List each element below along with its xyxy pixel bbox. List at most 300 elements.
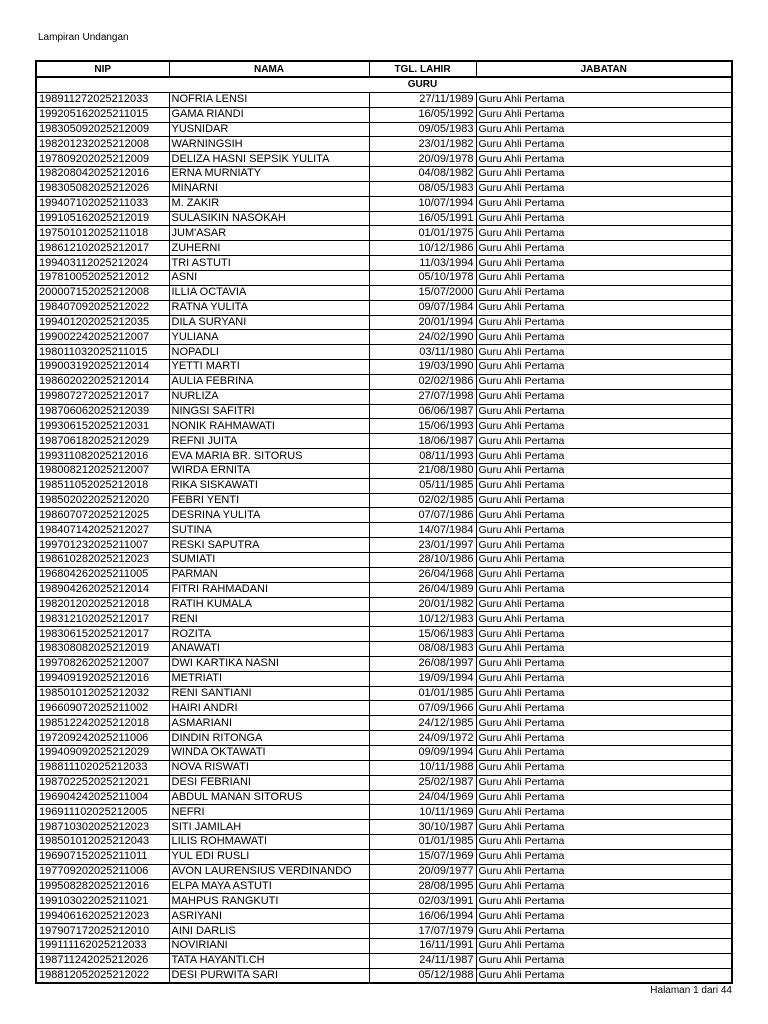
cell-nip: 197907172025212010 <box>36 924 169 939</box>
cell-tgl-lahir: 26/04/1989 <box>369 582 476 597</box>
cell-nama: ASRIYANI <box>169 909 369 924</box>
table-row <box>36 107 732 122</box>
cell-tgl-lahir: 24/02/1990 <box>369 330 476 345</box>
table-header-row <box>36 61 732 77</box>
cell-nama: ABDUL MANAN SITORUS <box>169 790 369 805</box>
cell-nama: RESKI SAPUTRA <box>169 538 369 553</box>
cell-nip: 198305082025212026 <box>36 181 169 196</box>
cell-jabatan: Guru Ahli Pertama <box>476 909 732 924</box>
cell-nama: NOVA RISWATI <box>169 760 369 775</box>
table-row <box>36 953 732 968</box>
column-header-tgl-lahir: TGL. LAHIR <box>369 61 476 77</box>
cell-nama: SITI JAMILAH <box>169 820 369 835</box>
cell-nip: 199701232025211007 <box>36 538 169 553</box>
cell-tgl-lahir: 20/01/1982 <box>369 597 476 612</box>
cell-tgl-lahir: 15/07/1969 <box>369 849 476 864</box>
cell-jabatan: Guru Ahli Pertama <box>476 716 732 731</box>
cell-tgl-lahir: 10/12/1983 <box>369 612 476 627</box>
cell-nama: ANAWATI <box>169 642 369 657</box>
cell-nama: DELIZA HASNI SEPSIK YULITA <box>169 152 369 167</box>
cell-jabatan: Guru Ahli Pertama <box>476 345 732 360</box>
cell-jabatan: Guru Ahli Pertama <box>476 597 732 612</box>
cell-jabatan: Guru Ahli Pertama <box>476 745 732 760</box>
cell-jabatan: Guru Ahli Pertama <box>476 805 732 820</box>
cell-tgl-lahir: 08/08/1983 <box>369 642 476 657</box>
column-header-nama: NAMA <box>169 61 369 77</box>
cell-nip: 196609072025211002 <box>36 701 169 716</box>
cell-nama: YETTI MARTI <box>169 360 369 375</box>
cell-nama: ASNI <box>169 270 369 285</box>
cell-jabatan: Guru Ahli Pertama <box>476 137 732 152</box>
table-row <box>36 478 732 493</box>
cell-jabatan: Guru Ahli Pertama <box>476 553 732 568</box>
column-header-jabatan: JABATAN <box>476 61 732 77</box>
cell-jabatan: Guru Ahli Pertama <box>476 152 732 167</box>
cell-nama: DESI FEBRIANI <box>169 775 369 790</box>
cell-nip: 196911102025212005 <box>36 805 169 820</box>
table-row <box>36 820 732 835</box>
cell-tgl-lahir: 09/07/1984 <box>369 300 476 315</box>
table-row <box>36 864 732 879</box>
cell-jabatan: Guru Ahli Pertama <box>476 686 732 701</box>
cell-jabatan: Guru Ahli Pertama <box>476 434 732 449</box>
cell-nip: 196804262025211005 <box>36 567 169 582</box>
cell-jabatan: Guru Ahli Pertama <box>476 196 732 211</box>
cell-tgl-lahir: 24/04/1969 <box>369 790 476 805</box>
cell-jabatan: Guru Ahli Pertama <box>476 894 732 909</box>
cell-nama: AULIA FEBRINA <box>169 374 369 389</box>
cell-nama: ILLIA OCTAVIA <box>169 285 369 300</box>
table-row <box>36 731 732 746</box>
cell-nip: 199105162025212019 <box>36 211 169 226</box>
cell-jabatan: Guru Ahli Pertama <box>476 538 732 553</box>
cell-jabatan: Guru Ahli Pertama <box>476 419 732 434</box>
table-row <box>36 716 732 731</box>
table-row <box>36 642 732 657</box>
cell-jabatan: Guru Ahli Pertama <box>476 315 732 330</box>
cell-jabatan: Guru Ahli Pertama <box>476 360 732 375</box>
cell-nip: 199508282025212016 <box>36 879 169 894</box>
cell-nip: 198702252025212021 <box>36 775 169 790</box>
table-row <box>36 894 732 909</box>
cell-nama: SUMIATI <box>169 553 369 568</box>
cell-nip: 198306152025212017 <box>36 627 169 642</box>
cell-nama: AVON LAURENSIUS VERDINANDO <box>169 864 369 879</box>
cell-jabatan: Guru Ahli Pertama <box>476 968 732 983</box>
cell-nip: 198502022025212020 <box>36 493 169 508</box>
cell-jabatan: Guru Ahli Pertama <box>476 760 732 775</box>
table-row <box>36 122 732 137</box>
cell-nip: 198607072025212025 <box>36 508 169 523</box>
cell-nip: 198706182025212029 <box>36 434 169 449</box>
table-row <box>36 938 732 953</box>
table-row <box>36 92 732 107</box>
page-number: Halaman 1 dari 44 <box>650 985 732 996</box>
cell-jabatan: Guru Ahli Pertama <box>476 374 732 389</box>
cell-tgl-lahir: 28/10/1986 <box>369 553 476 568</box>
cell-tgl-lahir: 15/06/1983 <box>369 627 476 642</box>
table-row <box>36 924 732 939</box>
cell-nip: 199003192025212014 <box>36 360 169 375</box>
cell-nama: DESI PURWITA SARI <box>169 968 369 983</box>
cell-nip: 198308082025212019 <box>36 642 169 657</box>
cell-tgl-lahir: 28/08/1995 <box>369 879 476 894</box>
cell-jabatan: Guru Ahli Pertama <box>476 389 732 404</box>
table-row <box>36 330 732 345</box>
cell-tgl-lahir: 16/06/1994 <box>369 909 476 924</box>
cell-nama: FITRI RAHMADANI <box>169 582 369 597</box>
cell-tgl-lahir: 27/07/1998 <box>369 389 476 404</box>
table-row <box>36 434 732 449</box>
cell-jabatan: Guru Ahli Pertama <box>476 285 732 300</box>
cell-nip: 199406162025212023 <box>36 909 169 924</box>
table-row <box>36 790 732 805</box>
cell-tgl-lahir: 10/12/1986 <box>369 241 476 256</box>
cell-nip: 198812052025212022 <box>36 968 169 983</box>
cell-tgl-lahir: 16/05/1991 <box>369 211 476 226</box>
cell-tgl-lahir: 05/10/1978 <box>369 270 476 285</box>
cell-nip: 198610282025212023 <box>36 553 169 568</box>
table-row <box>36 404 732 419</box>
cell-nama: NURLIZA <box>169 389 369 404</box>
cell-jabatan: Guru Ahli Pertama <box>476 226 732 241</box>
cell-nama: WINDA OKTAWATI <box>169 745 369 760</box>
table-row <box>36 508 732 523</box>
cell-nip: 198501012025212032 <box>36 686 169 701</box>
cell-nip: 198312102025212017 <box>36 612 169 627</box>
cell-nip: 199409092025212029 <box>36 745 169 760</box>
table-row <box>36 463 732 478</box>
table-row <box>36 449 732 464</box>
cell-jabatan: Guru Ahli Pertama <box>476 671 732 686</box>
cell-nama: MAHPUS RANGKUTI <box>169 894 369 909</box>
cell-nama: TRI ASTUTI <box>169 256 369 271</box>
cell-nip: 199311082025212016 <box>36 449 169 464</box>
cell-nip: 198711242025212026 <box>36 953 169 968</box>
table-row <box>36 241 732 256</box>
cell-nama: FEBRI YENTI <box>169 493 369 508</box>
cell-jabatan: Guru Ahli Pertama <box>476 567 732 582</box>
cell-nama: SULASIKIN NASOKAH <box>169 211 369 226</box>
cell-nama: RATIH KUMALA <box>169 597 369 612</box>
table-row <box>36 582 732 597</box>
cell-tgl-lahir: 30/10/1987 <box>369 820 476 835</box>
cell-tgl-lahir: 09/09/1994 <box>369 745 476 760</box>
cell-jabatan: Guru Ahli Pertama <box>476 211 732 226</box>
cell-jabatan: Guru Ahli Pertama <box>476 879 732 894</box>
cell-nip: 198904262025212014 <box>36 582 169 597</box>
table-row <box>36 671 732 686</box>
cell-jabatan: Guru Ahli Pertama <box>476 122 732 137</box>
cell-nip: 197709202025211006 <box>36 864 169 879</box>
cell-nama: DESRINA YULITA <box>169 508 369 523</box>
cell-tgl-lahir: 19/03/1990 <box>369 360 476 375</box>
cell-jabatan: Guru Ahli Pertama <box>476 835 732 850</box>
cell-jabatan: Guru Ahli Pertama <box>476 493 732 508</box>
cell-nip: 199205162025211015 <box>36 107 169 122</box>
cell-jabatan: Guru Ahli Pertama <box>476 256 732 271</box>
cell-tgl-lahir: 10/07/1994 <box>369 196 476 211</box>
table-row <box>36 345 732 360</box>
cell-nama: YUL EDI RUSLI <box>169 849 369 864</box>
section-spacer <box>169 77 369 92</box>
section-row <box>36 77 732 92</box>
cell-nama: SUTINA <box>169 523 369 538</box>
table-row <box>36 226 732 241</box>
cell-jabatan: Guru Ahli Pertama <box>476 656 732 671</box>
table-row <box>36 374 732 389</box>
employee-table <box>35 60 733 984</box>
cell-nip: 199306152025212031 <box>36 419 169 434</box>
cell-nip: 198602022025212014 <box>36 374 169 389</box>
cell-nip: 199409192025212016 <box>36 671 169 686</box>
cell-nama: ASMARIANI <box>169 716 369 731</box>
cell-tgl-lahir: 11/03/1994 <box>369 256 476 271</box>
cell-tgl-lahir: 24/09/1972 <box>369 731 476 746</box>
cell-jabatan: Guru Ahli Pertama <box>476 953 732 968</box>
cell-tgl-lahir: 23/01/1982 <box>369 137 476 152</box>
table-row <box>36 627 732 642</box>
cell-nip: 199401202025212035 <box>36 315 169 330</box>
column-header-nip: NIP <box>36 61 169 77</box>
cell-tgl-lahir: 01/01/1985 <box>369 686 476 701</box>
cell-nama: LILIS ROHMAWATI <box>169 835 369 850</box>
cell-tgl-lahir: 08/11/1993 <box>369 449 476 464</box>
cell-tgl-lahir: 21/08/1980 <box>369 463 476 478</box>
cell-nama: RENI <box>169 612 369 627</box>
cell-nip: 199111162025212033 <box>36 938 169 953</box>
table-row <box>36 597 732 612</box>
table-row <box>36 612 732 627</box>
cell-jabatan: Guru Ahli Pertama <box>476 701 732 716</box>
cell-jabatan: Guru Ahli Pertama <box>476 612 732 627</box>
cell-nip: 197209242025211006 <box>36 731 169 746</box>
table-row <box>36 181 732 196</box>
table-row <box>36 849 732 864</box>
cell-nip: 198501012025212043 <box>36 835 169 850</box>
cell-nama: WIRDA ERNITA <box>169 463 369 478</box>
cell-jabatan: Guru Ahli Pertama <box>476 181 732 196</box>
table-row <box>36 909 732 924</box>
cell-jabatan: Guru Ahli Pertama <box>476 330 732 345</box>
cell-jabatan: Guru Ahli Pertama <box>476 938 732 953</box>
section-label: GURU <box>369 77 476 92</box>
cell-tgl-lahir: 02/03/1991 <box>369 894 476 909</box>
cell-tgl-lahir: 27/11/1989 <box>369 92 476 107</box>
cell-nama: NOFRIA LENSI <box>169 92 369 107</box>
cell-jabatan: Guru Ahli Pertama <box>476 849 732 864</box>
cell-tgl-lahir: 26/04/1968 <box>369 567 476 582</box>
cell-nip: 198407092025212022 <box>36 300 169 315</box>
table-row <box>36 968 732 983</box>
table-row <box>36 360 732 375</box>
table-row <box>36 256 732 271</box>
cell-nip: 198512242025212018 <box>36 716 169 731</box>
table-row <box>36 152 732 167</box>
table-row <box>36 805 732 820</box>
table-row <box>36 493 732 508</box>
cell-tgl-lahir: 20/09/1977 <box>369 864 476 879</box>
cell-jabatan: Guru Ahli Pertama <box>476 241 732 256</box>
cell-nip: 198011032025211015 <box>36 345 169 360</box>
cell-nama: NONIK RAHMAWATI <box>169 419 369 434</box>
cell-jabatan: Guru Ahli Pertama <box>476 731 732 746</box>
table-row <box>36 745 732 760</box>
cell-tgl-lahir: 24/11/1987 <box>369 953 476 968</box>
cell-jabatan: Guru Ahli Pertama <box>476 107 732 122</box>
table-row <box>36 523 732 538</box>
cell-jabatan: Guru Ahli Pertama <box>476 582 732 597</box>
cell-nip: 198008212025212007 <box>36 463 169 478</box>
cell-nama: MINARNI <box>169 181 369 196</box>
cell-nama: GAMA RIANDI <box>169 107 369 122</box>
cell-tgl-lahir: 02/02/1986 <box>369 374 476 389</box>
cell-nip: 199807272025212017 <box>36 389 169 404</box>
cell-jabatan: Guru Ahli Pertama <box>476 449 732 464</box>
cell-jabatan: Guru Ahli Pertama <box>476 92 732 107</box>
cell-nip: 199403112025212024 <box>36 256 169 271</box>
cell-nama: NINGSI SAFITRI <box>169 404 369 419</box>
table-row <box>36 656 732 671</box>
table-row <box>36 270 732 285</box>
cell-tgl-lahir: 03/11/1980 <box>369 345 476 360</box>
cell-jabatan: Guru Ahli Pertama <box>476 820 732 835</box>
cell-tgl-lahir: 20/09/1978 <box>369 152 476 167</box>
cell-tgl-lahir: 24/12/1985 <box>369 716 476 731</box>
cell-jabatan: Guru Ahli Pertama <box>476 627 732 642</box>
cell-nama: DINDIN RITONGA <box>169 731 369 746</box>
cell-tgl-lahir: 09/05/1983 <box>369 122 476 137</box>
cell-nama: AINI DARLIS <box>169 924 369 939</box>
cell-nama: EVA MARIA BR. SITORUS <box>169 449 369 464</box>
cell-nama: RENI SANTIANI <box>169 686 369 701</box>
cell-jabatan: Guru Ahli Pertama <box>476 404 732 419</box>
cell-nama: TATA HAYANTI.CH <box>169 953 369 968</box>
cell-nip: 199708262025212007 <box>36 656 169 671</box>
cell-nama: YUSNIDAR <box>169 122 369 137</box>
cell-tgl-lahir: 15/06/1993 <box>369 419 476 434</box>
table-row <box>36 137 732 152</box>
cell-nip: 199002242025212007 <box>36 330 169 345</box>
cell-nama: ELPA MAYA ASTUTI <box>169 879 369 894</box>
table-row <box>36 285 732 300</box>
table-body <box>36 77 732 983</box>
cell-tgl-lahir: 16/05/1992 <box>369 107 476 122</box>
cell-jabatan: Guru Ahli Pertama <box>476 523 732 538</box>
cell-nama: NOPADLI <box>169 345 369 360</box>
cell-nama: DILA SURYANI <box>169 315 369 330</box>
cell-tgl-lahir: 07/09/1966 <box>369 701 476 716</box>
cell-nama: METRIATI <box>169 671 369 686</box>
table-row <box>36 167 732 182</box>
cell-nama: PARMAN <box>169 567 369 582</box>
table-row <box>36 419 732 434</box>
cell-tgl-lahir: 07/07/1986 <box>369 508 476 523</box>
cell-nip: 197809202025212009 <box>36 152 169 167</box>
cell-nip: 198612102025212017 <box>36 241 169 256</box>
table-row <box>36 315 732 330</box>
cell-tgl-lahir: 18/06/1987 <box>369 434 476 449</box>
cell-nama: ZUHERNI <box>169 241 369 256</box>
cell-jabatan: Guru Ahli Pertama <box>476 463 732 478</box>
table-row <box>36 701 732 716</box>
table-row <box>36 686 732 701</box>
cell-tgl-lahir: 23/01/1997 <box>369 538 476 553</box>
cell-nip: 198710302025212023 <box>36 820 169 835</box>
cell-nip: 198201202025212018 <box>36 597 169 612</box>
table-row <box>36 760 732 775</box>
table-row <box>36 538 732 553</box>
cell-nama: RATNA YULITA <box>169 300 369 315</box>
table-row <box>36 196 732 211</box>
cell-nama: ROZITA <box>169 627 369 642</box>
cell-nip: 196904242025211004 <box>36 790 169 805</box>
table-row <box>36 835 732 850</box>
table-row <box>36 553 732 568</box>
cell-nip: 198305092025212009 <box>36 122 169 137</box>
section-spacer <box>476 77 732 92</box>
cell-tgl-lahir: 16/11/1991 <box>369 938 476 953</box>
cell-nip: 197501012025211018 <box>36 226 169 241</box>
cell-tgl-lahir: 05/11/1985 <box>369 478 476 493</box>
cell-jabatan: Guru Ahli Pertama <box>476 924 732 939</box>
cell-tgl-lahir: 04/08/1982 <box>369 167 476 182</box>
table-row <box>36 211 732 226</box>
cell-nama: YULIANA <box>169 330 369 345</box>
cell-nama: M. ZAKIR <box>169 196 369 211</box>
cell-jabatan: Guru Ahli Pertama <box>476 642 732 657</box>
cell-nip: 200007152025212008 <box>36 285 169 300</box>
cell-tgl-lahir: 19/09/1994 <box>369 671 476 686</box>
cell-jabatan: Guru Ahli Pertama <box>476 508 732 523</box>
cell-tgl-lahir: 01/01/1975 <box>369 226 476 241</box>
cell-nama: DWI KARTIKA NASNI <box>169 656 369 671</box>
cell-nip: 198811102025212033 <box>36 760 169 775</box>
table-row <box>36 775 732 790</box>
cell-jabatan: Guru Ahli Pertama <box>476 167 732 182</box>
cell-nama: NEFRI <box>169 805 369 820</box>
cell-nip: 196907152025211011 <box>36 849 169 864</box>
cell-jabatan: Guru Ahli Pertama <box>476 864 732 879</box>
cell-tgl-lahir: 02/02/1985 <box>369 493 476 508</box>
cell-tgl-lahir: 10/11/1969 <box>369 805 476 820</box>
table-row <box>36 567 732 582</box>
cell-nama: ERNA MURNIATY <box>169 167 369 182</box>
cell-nip: 198706062025212039 <box>36 404 169 419</box>
cell-tgl-lahir: 20/01/1994 <box>369 315 476 330</box>
cell-jabatan: Guru Ahli Pertama <box>476 478 732 493</box>
cell-tgl-lahir: 01/01/1985 <box>369 835 476 850</box>
cell-nip: 197810052025212012 <box>36 270 169 285</box>
cell-nip: 198407142025212027 <box>36 523 169 538</box>
cell-tgl-lahir: 08/05/1983 <box>369 181 476 196</box>
section-spacer <box>36 77 169 92</box>
cell-nip: 199407102025211033 <box>36 196 169 211</box>
cell-tgl-lahir: 25/02/1987 <box>369 775 476 790</box>
cell-jabatan: Guru Ahli Pertama <box>476 270 732 285</box>
cell-nip: 198911272025212033 <box>36 92 169 107</box>
table-row <box>36 389 732 404</box>
cell-tgl-lahir: 15/07/2000 <box>369 285 476 300</box>
cell-tgl-lahir: 05/12/1988 <box>369 968 476 983</box>
cell-tgl-lahir: 14/07/1984 <box>369 523 476 538</box>
table-row <box>36 879 732 894</box>
cell-nama: WARNINGSIH <box>169 137 369 152</box>
cell-nama: RIKA SISKAWATI <box>169 478 369 493</box>
cell-nama: NOVIRIANI <box>169 938 369 953</box>
cell-tgl-lahir: 26/08/1997 <box>369 656 476 671</box>
cell-jabatan: Guru Ahli Pertama <box>476 790 732 805</box>
